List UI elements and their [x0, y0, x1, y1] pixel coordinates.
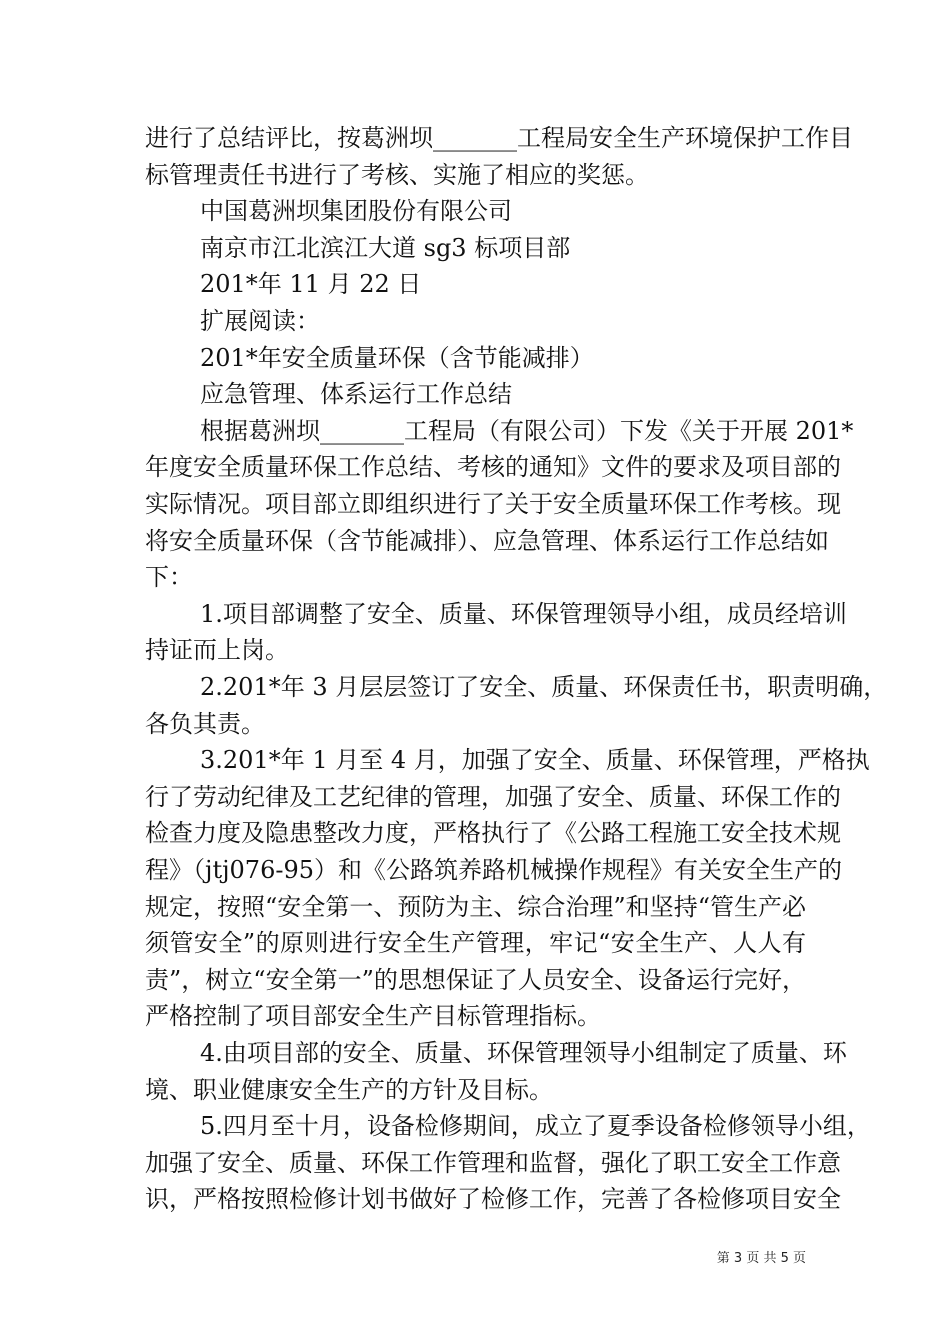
text-line: 责”，树立“安全第一”的思想保证了人员安全、设备运行完好，	[145, 965, 806, 994]
text-line: 年度安全质量环保工作总结、考核的通知》文件的要求及项目部的	[145, 453, 841, 482]
text-line: 行了劳动纪律及工艺纪律的管理，加强了安全、质量、环保工作的	[145, 782, 841, 811]
text-line: 1.项目部调整了安全、质量、环保管理领导小组，成员经培训	[200, 599, 847, 628]
text-line: 严格控制了项目部安全生产目标管理指标。	[145, 1002, 601, 1031]
text-line: 持证而上岗。	[145, 636, 289, 665]
text-line: 程》（jtj076-95）和《公路筑养路机械操作规程》有关安全生产的	[145, 856, 842, 884]
text-line: 2.201*年 3 月层层签订了安全、质量、环保责任书，职责明确，	[200, 673, 888, 701]
text-line: 识，严格按照检修计划书做好了检修工作，完善了各检修项目安全	[145, 1185, 841, 1214]
text-line: 加强了安全、质量、环保工作管理和监督，强化了职工安全工作意	[145, 1148, 841, 1177]
text-line: 须管安全”的原则进行安全生产管理，牢记“安全生产、人人有	[145, 929, 806, 958]
text-line: 201*年 11 月 22 日	[200, 270, 422, 299]
text-line: 将安全质量环保（含节能减排）、应急管理、体系运行工作总结如	[145, 526, 829, 555]
text-line: 南京市江北滨江大道 sg3 标项目部	[200, 233, 571, 262]
text-line: 进行了总结评比，按葛洲坝_______工程局安全生产环境保护工作目	[145, 124, 853, 152]
text-line: 中国葛洲坝集团股份有限公司	[200, 197, 512, 226]
text-line: 3.201*年 1 月至 4 月，加强了安全、质量、环保管理，严格执	[200, 746, 870, 775]
text-line: 5.四月至十月，设备检修期间，成立了夏季设备检修领导小组，	[200, 1112, 871, 1141]
text-line: 下：	[145, 563, 193, 592]
text-line: 应急管理、体系运行工作总结	[200, 380, 512, 409]
text-line: 各负其责。	[145, 709, 265, 738]
text-line: 201*年安全质量环保（含节能减排）	[200, 343, 594, 372]
text-line: 标管理责任书进行了考核、实施了相应的奖惩。	[145, 160, 649, 189]
page-number-footer: 第 3 页 共 5 页	[716, 1251, 806, 1266]
text-line: 规定，按照“安全第一、预防为主、综合治理”和坚持“管生产必	[145, 892, 806, 921]
text-line: 根据葛洲坝_______工程局（有限公司）下发《关于开展 201*	[200, 416, 854, 445]
text-line: 4.由项目部的安全、质量、环保管理领导小组制定了质量、环	[200, 1039, 847, 1067]
text-line: 检查力度及隐患整改力度，严格执行了《公路工程施工安全技术规	[145, 819, 841, 848]
text-line: 境、职业健康安全生产的方针及目标。	[145, 1075, 553, 1104]
text-line: 实际情况。项目部立即组织进行了关于安全质量环保工作考核。现	[145, 490, 841, 518]
text-line: 扩展阅读：	[200, 307, 320, 335]
